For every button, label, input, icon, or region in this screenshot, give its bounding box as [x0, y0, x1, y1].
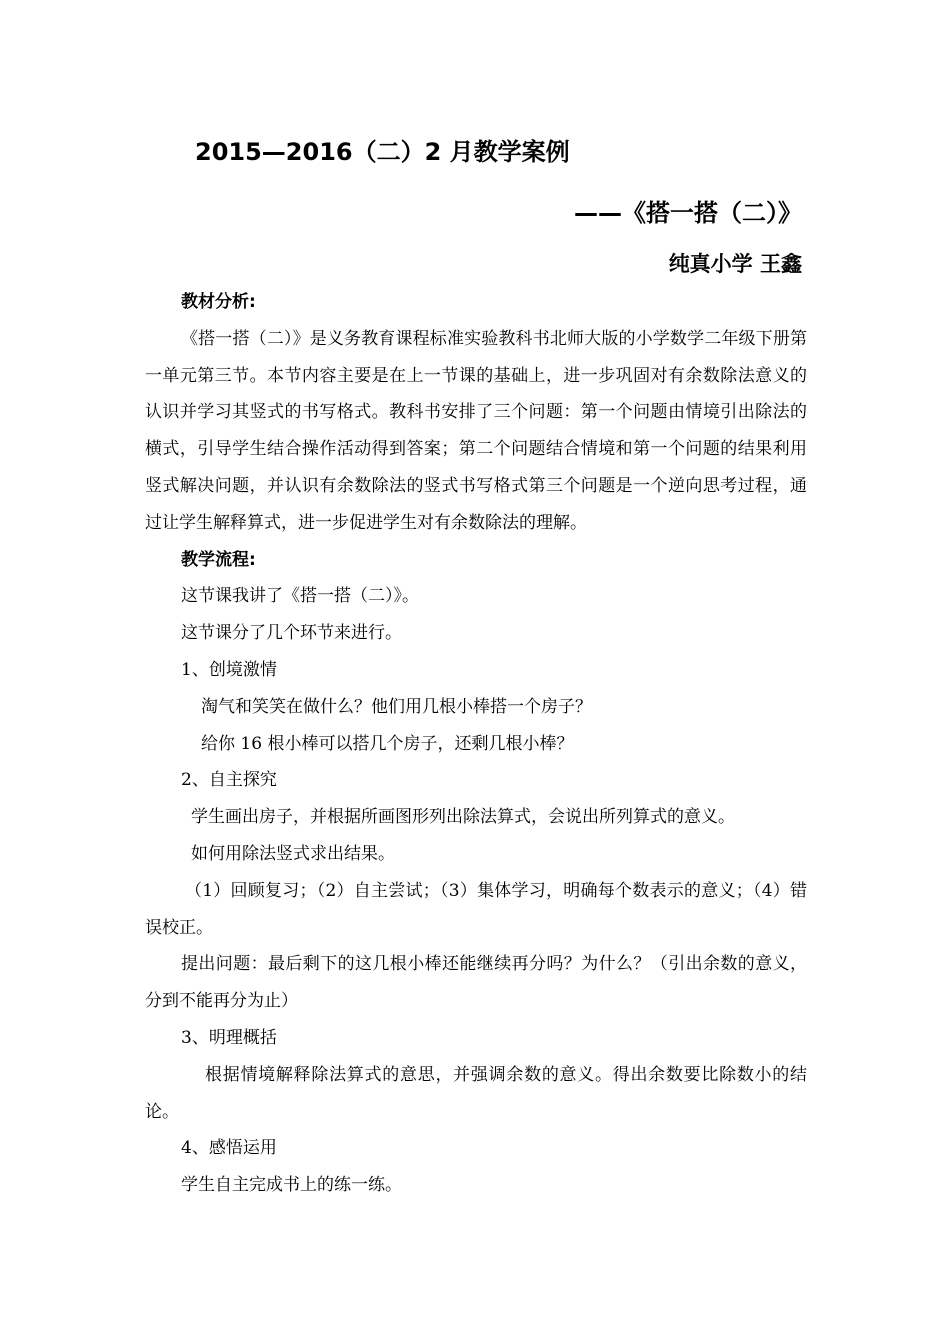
analysis-paragraph: 《搭一搭（二）》是义务教育课程标准实验教科书北师大版的小学数学二年级下册第一单元第三节。本节内容主要是在上一节课的基础上，进一步巩固对有余数除法意义的认识并学习其竖式的书写格式。教科书安排了三个问题：第一个问题由情境引出除法的横式，引导学生结合操作活动得到答案；第二个问题结合情境和第一个问题的结果利用竖式解决问题，并认识有余数除法的竖式书写格式第三个问题是一个逆向思考过程，通过让学生解释算式，进一步促进学生对有余数除法的理解。 [145, 328, 807, 533]
document-body [145, 284, 807, 1204]
step3-line-1: 根据情境解释除法算式的意思，并强调余数的意义。得出余数要比除数小的结论。 [145, 1064, 807, 1122]
document-subtitle: ——《搭一搭（二）》 [574, 199, 802, 227]
step4-line-1: 学生自主完成书上的练一练。 [181, 1175, 402, 1196]
step1-line-1: 淘气和笑笑在做什么？他们用几根小棒搭一个房子？ [201, 696, 592, 717]
step1-title: 1、创境激情 [181, 659, 277, 680]
process-line-2: 这节课分了几个环节来进行。 [181, 623, 402, 644]
process-heading: 教学流程: [181, 549, 256, 570]
step3-title: 3、明理概括 [181, 1027, 277, 1048]
document-author: 纯真小学 王鑫 [668, 252, 802, 276]
step2-line-1: 学生画出房子，并根据所画图形列出除法算式，会说出所列算式的意义。 [191, 807, 735, 828]
step4-title: 4、感悟运用 [181, 1138, 277, 1159]
document-title: 2015—2016（二）2 月教学案例 [195, 138, 570, 166]
step2-line-2: 如何用除法竖式求出结果。 [191, 843, 395, 864]
analysis-heading: 教材分析: [181, 292, 256, 312]
step1-line-2: 给你 16 根小棒可以搭几个房子，还剩几根小棒？ [201, 733, 574, 754]
step2-line-3: （1）回顾复习；（2）自主尝试；（3）集体学习，明确每个数表示的意义；（4）错误校正。 [145, 880, 807, 938]
process-line-1: 这节课我讲了《搭一搭（二）》。 [181, 586, 419, 607]
step2-line-4: 提出问题：最后剩下的这几根小棒还能继续再分吗？为什么？（引出余数的意义，分到不能再分为止） [145, 954, 807, 1012]
step2-title: 2、自主探究 [181, 770, 277, 791]
